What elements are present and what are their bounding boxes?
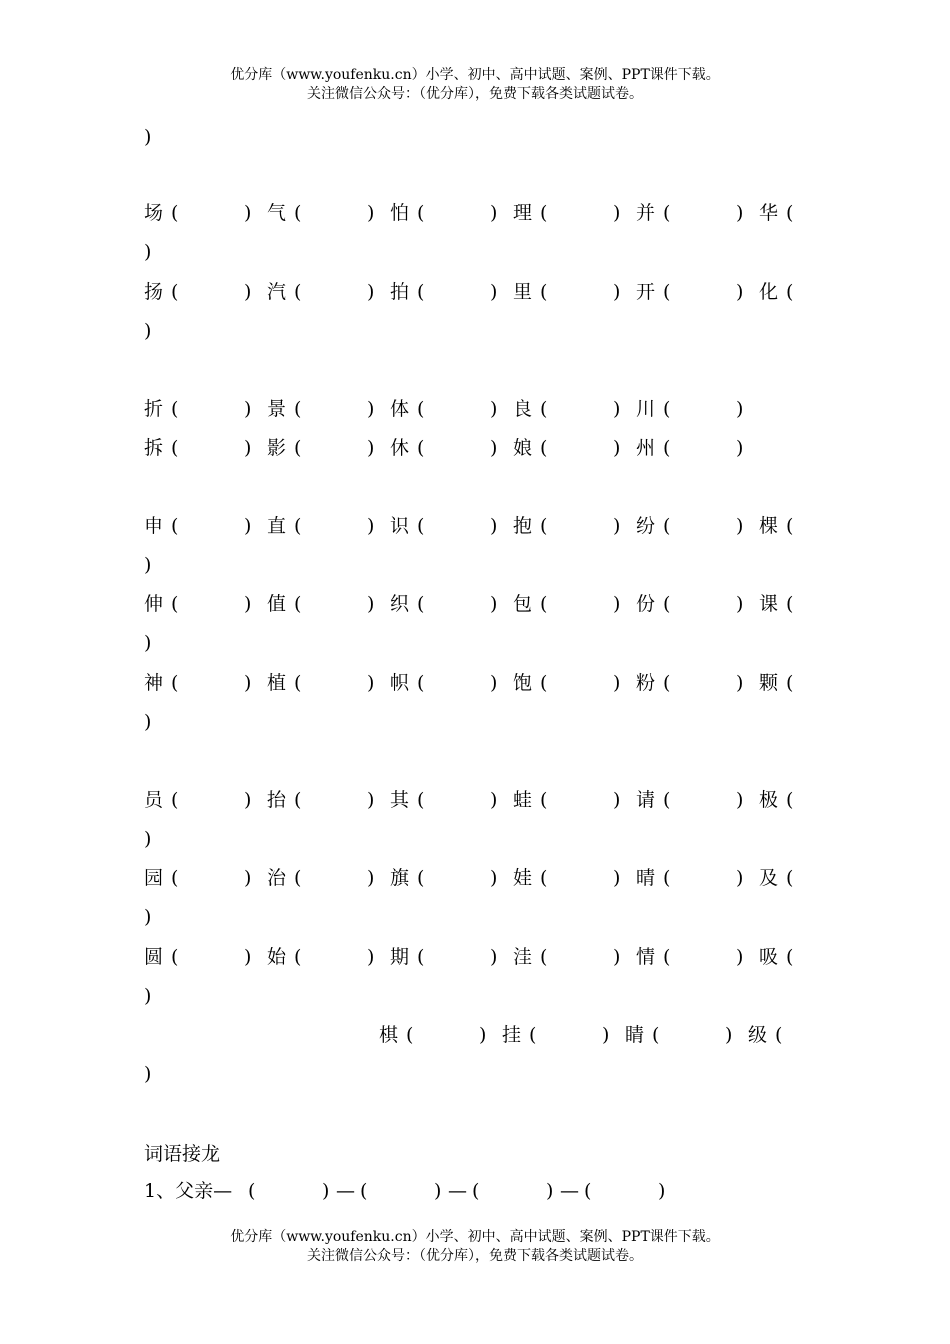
blank-close-paren: ): [613, 398, 621, 420]
blank-open-paren: (: [786, 202, 794, 224]
blank-open-paren: (: [540, 593, 548, 615]
chain-blank-open-paren: (: [360, 1180, 368, 1202]
blank-open-paren: (: [540, 437, 548, 459]
blank-open-paren: (: [786, 593, 794, 615]
blank-open-paren: (: [294, 867, 302, 889]
blank-open-paren: (: [663, 593, 671, 615]
word-char: 睛: [625, 1024, 645, 1046]
blank-open-paren: (: [417, 437, 425, 459]
blank-open-paren: (: [417, 593, 425, 615]
page-footer: [0, 1228, 950, 1266]
word-char: 州: [636, 437, 656, 459]
blank-close-paren: ): [613, 867, 621, 889]
word-char: 娃: [513, 867, 533, 889]
word-char: 纷: [636, 515, 656, 537]
blank-close-paren: ): [736, 867, 744, 889]
blank-open-paren: (: [652, 1024, 660, 1046]
blank-open-paren: (: [417, 515, 425, 537]
word-char: 其: [390, 789, 410, 811]
blank-open-paren: (: [417, 202, 425, 224]
blank-open-paren: (: [786, 672, 794, 694]
blank-open-paren: (: [663, 202, 671, 224]
blank-open-paren: (: [786, 515, 794, 537]
word-char: 里: [513, 281, 533, 303]
word-char: 影: [267, 437, 287, 459]
blank-close-paren: ): [244, 202, 252, 224]
word-char: 饱: [513, 672, 533, 694]
blank-close-paren: ): [602, 1024, 610, 1046]
word-char: 棋: [379, 1024, 399, 1046]
blank-open-paren: (: [540, 281, 548, 303]
word-char: 植: [267, 672, 287, 694]
word-char: 伸: [144, 593, 164, 615]
blank-close-paren: ): [490, 867, 498, 889]
blank-close-paren: ): [490, 946, 498, 968]
word-char: 课: [759, 593, 779, 615]
word-char: 体: [390, 398, 410, 420]
blank-open-paren: (: [417, 789, 425, 811]
chain-blank-open-paren: (: [584, 1180, 592, 1202]
wrapped-close-paren: ): [144, 1063, 152, 1085]
word-char: 情: [636, 946, 656, 968]
blank-open-paren: (: [171, 515, 179, 537]
blank-close-paren: ): [725, 1024, 733, 1046]
blank-close-paren: ): [244, 593, 252, 615]
word-char: 理: [513, 202, 533, 224]
word-char: 扬: [144, 281, 164, 303]
word-char: 申: [144, 515, 164, 537]
blank-open-paren: (: [294, 437, 302, 459]
blank-open-paren: (: [171, 672, 179, 694]
blank-close-paren: ): [613, 437, 621, 459]
wrapped-close-paren: ): [144, 241, 152, 263]
blank-close-paren: ): [736, 202, 744, 224]
word-char: 包: [513, 593, 533, 615]
blank-close-paren: ): [490, 202, 498, 224]
word-char: 挂: [502, 1024, 522, 1046]
word-char: 汽: [267, 281, 287, 303]
word-char: 级: [748, 1024, 768, 1046]
chain-blank-close-paren: ): [322, 1180, 330, 1202]
blank-open-paren: (: [171, 946, 179, 968]
word-char: 抱: [513, 515, 533, 537]
footer-line-1: 优分库（www.youfenku.cn）小学、初中、高中试题、案例、PPT课件下载。: [230, 1229, 720, 1245]
blank-open-paren: (: [540, 202, 548, 224]
chain-blank-close-paren: ): [546, 1180, 554, 1202]
word-char: 请: [636, 789, 656, 811]
blank-close-paren: ): [244, 515, 252, 537]
blank-close-paren: ): [367, 202, 375, 224]
blank-close-paren: ): [367, 789, 375, 811]
chain-blank-open-paren: (: [248, 1180, 256, 1202]
blank-open-paren: (: [171, 867, 179, 889]
blank-open-paren: (: [786, 281, 794, 303]
blank-close-paren: ): [367, 672, 375, 694]
blank-close-paren: ): [367, 593, 375, 615]
blank-open-paren: (: [417, 672, 425, 694]
word-char: 粉: [636, 672, 656, 694]
word-char: 值: [267, 593, 287, 615]
word-char: 期: [390, 946, 410, 968]
blank-open-paren: (: [294, 672, 302, 694]
stray-close-paren: ): [144, 126, 152, 148]
blank-close-paren: ): [490, 398, 498, 420]
word-char: 晴: [636, 867, 656, 889]
blank-open-paren: (: [663, 672, 671, 694]
blank-open-paren: (: [294, 946, 302, 968]
blank-open-paren: (: [540, 515, 548, 537]
blank-open-paren: (: [294, 202, 302, 224]
blank-close-paren: ): [244, 789, 252, 811]
word-char: 折: [144, 398, 164, 420]
chain-blank-open-paren: (: [472, 1180, 480, 1202]
word-char: 旗: [390, 867, 410, 889]
blank-close-paren: ): [613, 593, 621, 615]
blank-close-paren: ): [490, 789, 498, 811]
blank-close-paren: ): [244, 867, 252, 889]
blank-open-paren: (: [786, 946, 794, 968]
word-char: 气: [267, 202, 287, 224]
blank-open-paren: (: [171, 593, 179, 615]
footer-line-2: 关注微信公众号：（优分库），免费下载各类试题试卷。: [307, 1248, 643, 1264]
word-char: 蛙: [513, 789, 533, 811]
blank-close-paren: ): [613, 202, 621, 224]
blank-close-paren: ): [736, 593, 744, 615]
word-char: 娘: [513, 437, 533, 459]
wrapped-close-paren: ): [144, 906, 152, 928]
blank-close-paren: ): [736, 515, 744, 537]
wrapped-close-paren: ): [144, 320, 152, 342]
blank-open-paren: (: [663, 867, 671, 889]
blank-open-paren: (: [540, 946, 548, 968]
word-char: 始: [267, 946, 287, 968]
word-char: 治: [267, 867, 287, 889]
blank-close-paren: ): [479, 1024, 487, 1046]
word-char: 帜: [390, 672, 410, 694]
blank-open-paren: (: [171, 437, 179, 459]
wrapped-close-paren: ): [144, 985, 152, 1007]
header-line-1: 优分库（www.youfenku.cn）小学、初中、高中试题、案例、PPT课件下载。: [230, 67, 720, 83]
word-char: 直: [267, 515, 287, 537]
blank-close-paren: ): [244, 398, 252, 420]
word-char: 吸: [759, 946, 779, 968]
blank-close-paren: ): [613, 789, 621, 811]
word-char: 景: [267, 398, 287, 420]
blank-open-paren: (: [417, 867, 425, 889]
chain-dash: —: [336, 1180, 355, 1202]
word-char: 及: [759, 867, 779, 889]
blank-open-paren: (: [171, 789, 179, 811]
blank-open-paren: (: [171, 202, 179, 224]
word-char: 怕: [390, 202, 410, 224]
word-char: 识: [390, 515, 410, 537]
word-char: 园: [144, 867, 164, 889]
blank-close-paren: ): [367, 281, 375, 303]
wrapped-close-paren: ): [144, 632, 152, 654]
word-char: 圆: [144, 946, 164, 968]
blank-open-paren: (: [786, 867, 794, 889]
blank-open-paren: (: [171, 398, 179, 420]
blank-close-paren: ): [244, 281, 252, 303]
blank-open-paren: (: [540, 672, 548, 694]
blank-open-paren: (: [417, 946, 425, 968]
blank-close-paren: ): [367, 946, 375, 968]
blank-open-paren: (: [540, 867, 548, 889]
blank-open-paren: (: [294, 789, 302, 811]
word-char: 拍: [390, 281, 410, 303]
blank-close-paren: ): [736, 672, 744, 694]
blank-close-paren: ): [367, 867, 375, 889]
blank-close-paren: ): [736, 281, 744, 303]
blank-open-paren: (: [663, 398, 671, 420]
chain-dash: —: [560, 1180, 579, 1202]
blank-close-paren: ): [736, 398, 744, 420]
blank-close-paren: ): [367, 398, 375, 420]
blank-close-paren: ): [490, 593, 498, 615]
wrapped-close-paren: ): [144, 711, 152, 733]
blank-open-paren: (: [406, 1024, 414, 1046]
blank-close-paren: ): [613, 281, 621, 303]
blank-close-paren: ): [490, 281, 498, 303]
word-char: 场: [144, 202, 164, 224]
blank-open-paren: (: [663, 789, 671, 811]
word-char: 良: [513, 398, 533, 420]
word-char: 洼: [513, 946, 533, 968]
blank-close-paren: ): [244, 672, 252, 694]
word-char: 织: [390, 593, 410, 615]
blank-close-paren: ): [490, 672, 498, 694]
blank-close-paren: ): [613, 515, 621, 537]
word-char: 极: [759, 789, 779, 811]
blank-open-paren: (: [775, 1024, 783, 1046]
blank-open-paren: (: [786, 789, 794, 811]
blank-open-paren: (: [540, 398, 548, 420]
chain-blank-close-paren: ): [658, 1180, 666, 1202]
word-char: 华: [759, 202, 779, 224]
blank-open-paren: (: [417, 398, 425, 420]
page-header: [0, 66, 950, 104]
blank-close-paren: ): [613, 946, 621, 968]
blank-open-paren: (: [294, 398, 302, 420]
blank-open-paren: (: [171, 281, 179, 303]
word-char: 份: [636, 593, 656, 615]
section-title: 词语接龙: [144, 1143, 221, 1165]
blank-open-paren: (: [663, 515, 671, 537]
blank-close-paren: ): [244, 437, 252, 459]
chain-dash: —: [448, 1180, 467, 1202]
blank-close-paren: ): [736, 437, 744, 459]
blank-close-paren: ): [736, 789, 744, 811]
word-char: 员: [144, 789, 164, 811]
blank-open-paren: (: [663, 946, 671, 968]
word-char: 川: [636, 398, 656, 420]
chain-blank-close-paren: ): [434, 1180, 442, 1202]
chain-start-word: 1、父亲—: [144, 1180, 233, 1202]
blank-close-paren: ): [736, 946, 744, 968]
blank-close-paren: ): [367, 515, 375, 537]
blank-open-paren: (: [663, 281, 671, 303]
blank-open-paren: (: [294, 515, 302, 537]
word-char: 并: [636, 202, 656, 224]
word-char: 开: [636, 281, 656, 303]
blank-open-paren: (: [529, 1024, 537, 1046]
blank-open-paren: (: [417, 281, 425, 303]
word-char: 神: [144, 672, 164, 694]
word-char: 颗: [759, 672, 779, 694]
blank-open-paren: (: [540, 789, 548, 811]
word-char: 拆: [144, 437, 164, 459]
blank-open-paren: (: [294, 281, 302, 303]
blank-close-paren: ): [613, 672, 621, 694]
wrapped-close-paren: ): [144, 554, 152, 576]
blank-close-paren: ): [367, 437, 375, 459]
blank-close-paren: ): [490, 515, 498, 537]
blank-open-paren: (: [294, 593, 302, 615]
wrapped-close-paren: ): [144, 828, 152, 850]
word-char: 休: [390, 437, 410, 459]
word-char: 抬: [267, 789, 287, 811]
blank-open-paren: (: [663, 437, 671, 459]
word-char: 化: [759, 281, 779, 303]
blank-close-paren: ): [244, 946, 252, 968]
header-line-2: 关注微信公众号：（优分库），免费下载各类试题试卷。: [307, 86, 643, 102]
blank-close-paren: ): [490, 437, 498, 459]
word-char: 棵: [759, 515, 779, 537]
